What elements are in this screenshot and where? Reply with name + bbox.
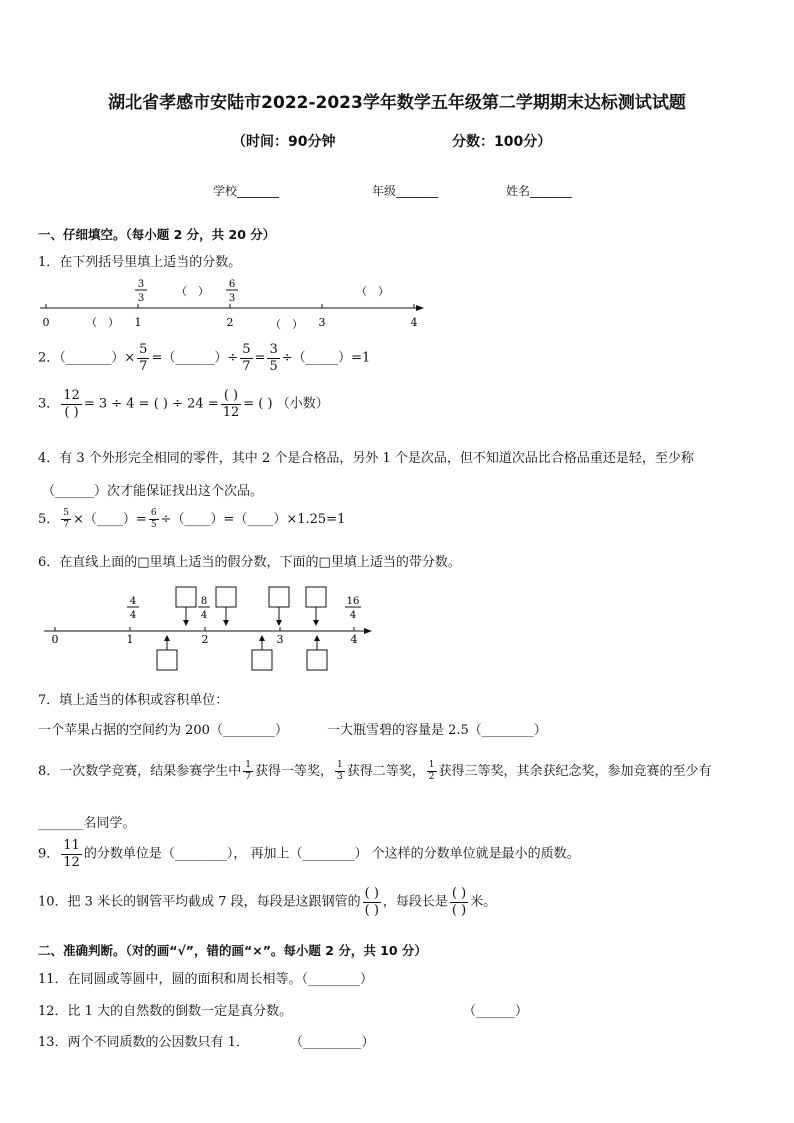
question-6: 6．在直线上面的□里填上适当的假分数，下面的□里填上适当的带分数。 <box>38 555 461 570</box>
exam-score: 分数：100分） <box>452 134 552 150</box>
question-13-answer-blank[interactable]: （_________） <box>290 1035 375 1050</box>
q6-frac-2-num: 8 <box>200 596 208 607</box>
q6-frac-1-den: 4 <box>129 610 137 621</box>
name-field[interactable]: 姓名_______ <box>506 184 573 198</box>
q6-tick-1: 1 <box>126 633 134 646</box>
q1-frac-b-den: 3 <box>228 293 236 304</box>
question-11: 11．在同圆或等圆中，圆的面积和周长相等。（________） <box>38 972 374 987</box>
question-8-line-2: _______名同学。 <box>38 816 136 831</box>
q1-tick-4: 4 <box>410 316 418 329</box>
q6-frac-2-den: 4 <box>200 610 208 621</box>
question-4-line-1: 4．有 3 个外形完全相同的零件，其中 2 个是合格品，另外 1 个是次品，但不知道次品比合格品重还是轻，至少称 <box>38 451 694 466</box>
question-1: 1．在下列括号里填上适当的分数。 <box>38 255 242 270</box>
q1-blank-top-2: （ ） <box>356 285 389 298</box>
q1-number-line <box>36 278 436 334</box>
q6-frac-3-num: 16 <box>346 596 360 607</box>
question-2: 2．（_______）× $\frac{5}{7}$ =（______）÷ $\frac{5}{7}$ = $\frac{3}{5}$ ÷（_____）=1 <box>38 342 371 374</box>
question-13: 13．两个不同质数的公因数只有 1． <box>38 1035 249 1050</box>
page-title: 湖北省孝感市安陆市2022-2023学年数学五年级第二学期期末达标测试试题 <box>108 93 686 113</box>
question-3: 3． $\frac{12}{( )}$ = 3 ÷ 4 = ( ) ÷ 24 = $\frac{( )}{12}$ = ( ) （小数） <box>38 388 329 420</box>
question-4-line-2: （______）次才能保证找出这个次品。 <box>42 484 264 499</box>
q6-frac-1-num: 4 <box>129 596 137 607</box>
question-10: 10．把 3 米长的钢管平均截成 7 段，每段是这跟钢管的 $\frac{( )}{( )}$ ，每段长是 $\frac{( )}{( )}$ 米。 <box>38 886 497 918</box>
exam-time: （时间：90分钟 <box>232 134 336 150</box>
question-12-answer-blank[interactable]: （______） <box>463 1004 529 1019</box>
q1-tick-1: 1 <box>134 316 142 329</box>
q1-frac-a-den: 3 <box>137 293 145 304</box>
q1-frac-a-num: 3 <box>137 279 145 290</box>
q1-blank-top-1: （ ） <box>176 285 209 298</box>
grade-field[interactable]: 年级_______ <box>372 184 439 198</box>
q1-blank-bottom-1: （ ） <box>86 316 119 329</box>
question-9: 9． $\frac{11}{12}$ 的分数单位是（________）， 再加上（________） 个这样的分数单位就是最小的质数。 <box>38 838 580 870</box>
q1-tick-2: 2 <box>226 316 234 329</box>
school-field[interactable]: 学校_______ <box>213 184 280 198</box>
question-7: 7．填上适当的体积或容积单位： <box>38 693 229 708</box>
q1-blank-bottom-2: （ ） <box>270 318 303 331</box>
q1-tick-0: 0 <box>42 316 50 329</box>
question-12: 12．比 1 大的自然数的倒数一定是真分数。 <box>38 1004 293 1019</box>
section-1-heading: 一、仔细填空。（每小题 2 分，共 20 分） <box>38 227 276 242</box>
q6-tick-3: 3 <box>276 633 284 646</box>
q6-tick-4: 4 <box>350 633 358 646</box>
q6-tick-0: 0 <box>51 633 59 646</box>
question-7-a: 一个苹果占据的空间约为 200（________） <box>38 723 288 738</box>
question-5: 5． $\frac{5}{7}$ ×（____）= $\frac{6}{5}$ ÷（____）=（____）×1.25=1 <box>38 508 346 530</box>
question-7-b: 一大瓶雪碧的容量是 2.5（________） <box>327 723 547 738</box>
q1-frac-b-num: 6 <box>228 279 236 290</box>
q6-tick-2: 2 <box>201 633 209 646</box>
q6-number-line <box>40 584 380 676</box>
question-8-line-1: 8．一次数学竞赛，结果参赛学生中 $\frac{1}{7}$ 获得一等奖， $\frac{1}{3}$ 获得二等奖， $\frac{1}{2}$ 获得三等奖，其余获纪念奖，参加竞赛的至少有 <box>38 760 712 782</box>
q6-frac-3-den: 4 <box>349 610 357 621</box>
section-2-heading: 二、准确判断。（对的画“√”，错的画“×”。每小题 2 分，共 10 分） <box>38 943 427 958</box>
q1-tick-3: 3 <box>318 316 326 329</box>
